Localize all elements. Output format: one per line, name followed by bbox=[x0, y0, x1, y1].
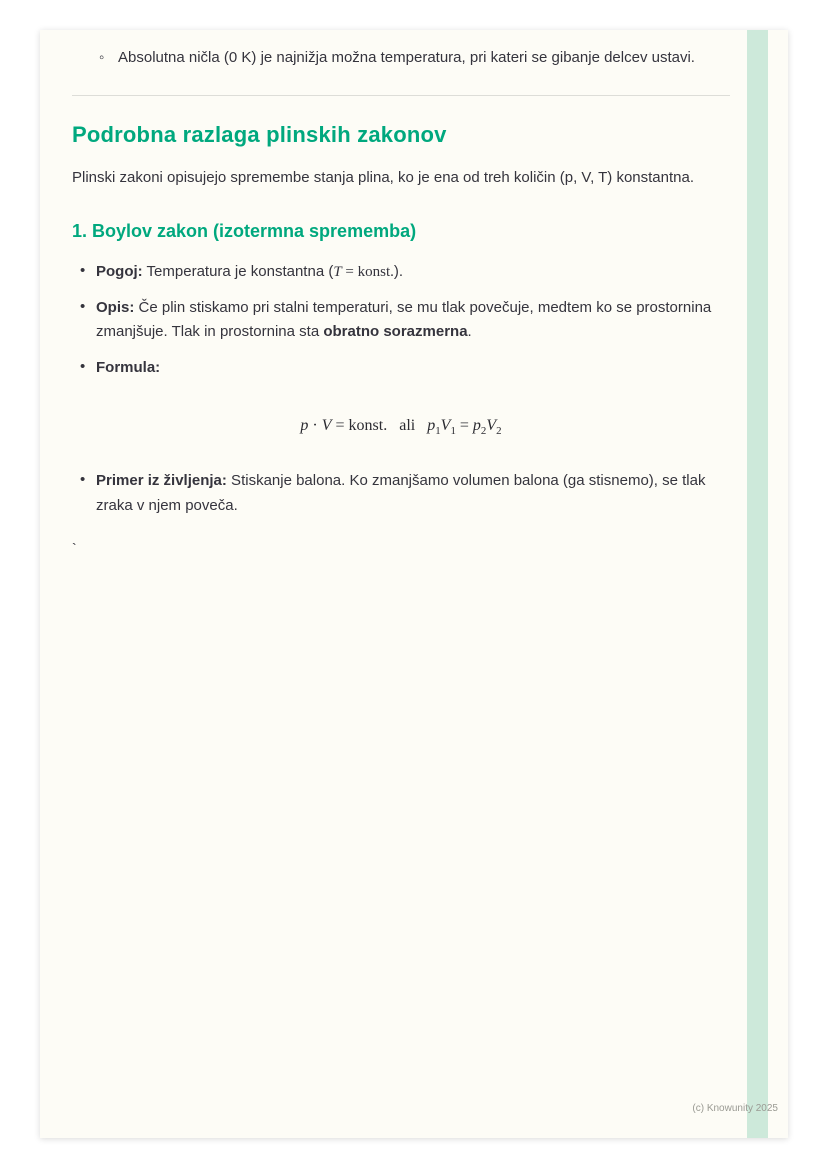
section-intro: Plinski zakoni opisujejo spremembe stanja plina, ko je ena od treh količin (p, V, T) konstantna. bbox=[72, 168, 695, 186]
intro-list bbox=[72, 46, 730, 71]
divider bbox=[72, 95, 730, 96]
list-item-opis: • Opis: Če plin stiskamo pri stalni temperaturi, se mu tlak povečuje, medtem ko se prostornina zmanjšuje. Tlak in prostornina sta obratno sorazmerna. bbox=[72, 296, 730, 346]
stray-backtick: ` bbox=[72, 540, 77, 557]
list-item: ◦ Absolutna ničla (0 K) je najnižja možna temperatura, pri kateri se gibanje delcev ustavi. bbox=[72, 46, 730, 71]
formula: p · V = konst. ali $p_1V_1 = p_2V_2$ bbox=[300, 416, 502, 437]
section-title: Podrobna razlaga plinskih zakonov bbox=[72, 121, 447, 147]
list-item-formula-label: • Formula: bbox=[72, 356, 730, 381]
list-item-pogoj: • Pogoj: Temperatura je konstantna (T = konst.). bbox=[72, 260, 730, 285]
document-card bbox=[40, 30, 788, 1138]
list-item-primer: • Primer iz življenja: Stiskanje balona. Ko zmanjšamo volumen balona (ga stisnemo), se tlak zraka v njem poveča. bbox=[72, 469, 730, 519]
footer-credit: (c) Knowunity 2025 bbox=[692, 1103, 778, 1114]
subsection-title: 1. Boylov zakon (izotermna sprememba) bbox=[72, 220, 417, 241]
example-list bbox=[72, 469, 730, 519]
bullet-list bbox=[72, 260, 730, 381]
document-content bbox=[40, 30, 788, 556]
